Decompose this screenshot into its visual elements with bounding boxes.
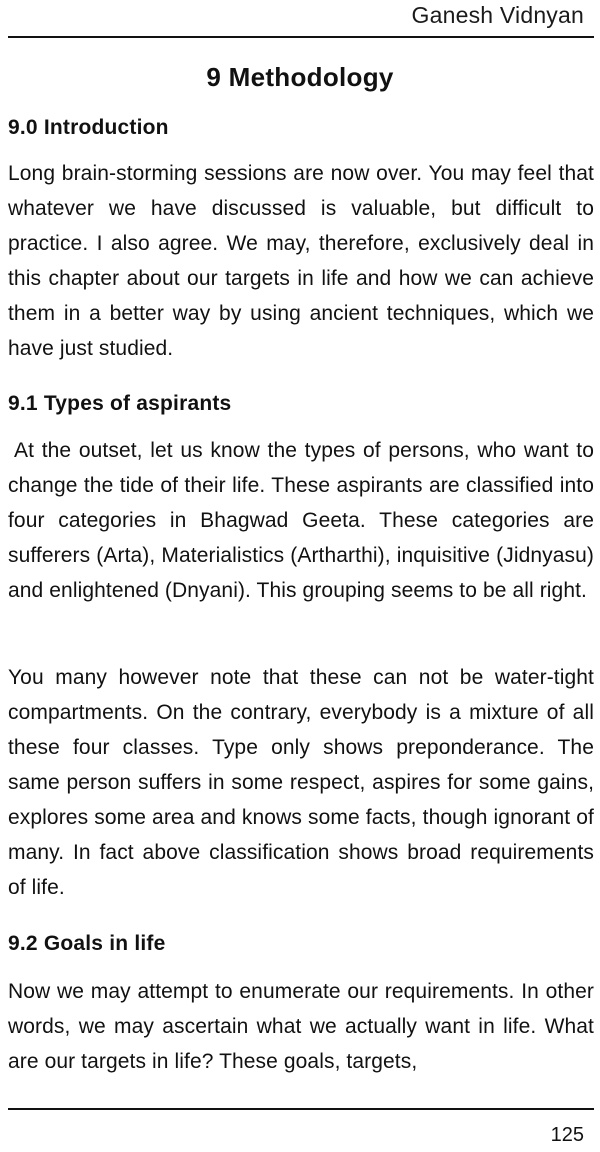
section-heading-goals-in-life: 9.2 Goals in life xyxy=(8,932,166,955)
running-header: Ganesh Vidnyan xyxy=(411,2,584,28)
chapter-title: 9 Methodology xyxy=(206,62,394,92)
section-heading-introduction: 9.0 Introduction xyxy=(8,116,169,139)
header-rule xyxy=(8,36,594,38)
paragraph-aspirants-mixture: You many however note that these can not be water-tight compartments. On the contrary, everybody is a mixture of all these four classes. Type only shows preponderance. The same person suffers in some respect, aspires for some gains, explores some area and knows some facts, though ignorant of many. In fact above classification shows broad requirements of life. xyxy=(8,666,594,899)
paragraph-introduction: Long brain-storming sessions are now over. You may feel that whatever we have discussed is valuable, but difficult to practice. I also agree. We may, therefore, exclusively deal in this chapter about our targets in life and how we can achieve them in a better way by using ancient techniques, which we have just studied. xyxy=(8,162,594,360)
section-heading-types-of-aspirants: 9.1 Types of aspirants xyxy=(8,392,232,415)
footer-rule xyxy=(8,1108,594,1110)
paragraph-goals: Now we may attempt to enumerate our requirements. In other words, we may ascertain what we actually want in life. What are our targets in life? These goals, targets, xyxy=(8,980,594,1073)
page-number: 125 xyxy=(550,1124,584,1146)
paragraph-aspirants-categories: At the outset, let us know the types of persons, who want to change the tide of their life. These aspirants are classified into four categories in Bhagwad Geeta. These categories are sufferers (Arta), Materialistics (Artharthi), inquisitive (Jidnyasu) and enlightened (Dnyani). This grouping seems to be all right. xyxy=(8,439,594,602)
